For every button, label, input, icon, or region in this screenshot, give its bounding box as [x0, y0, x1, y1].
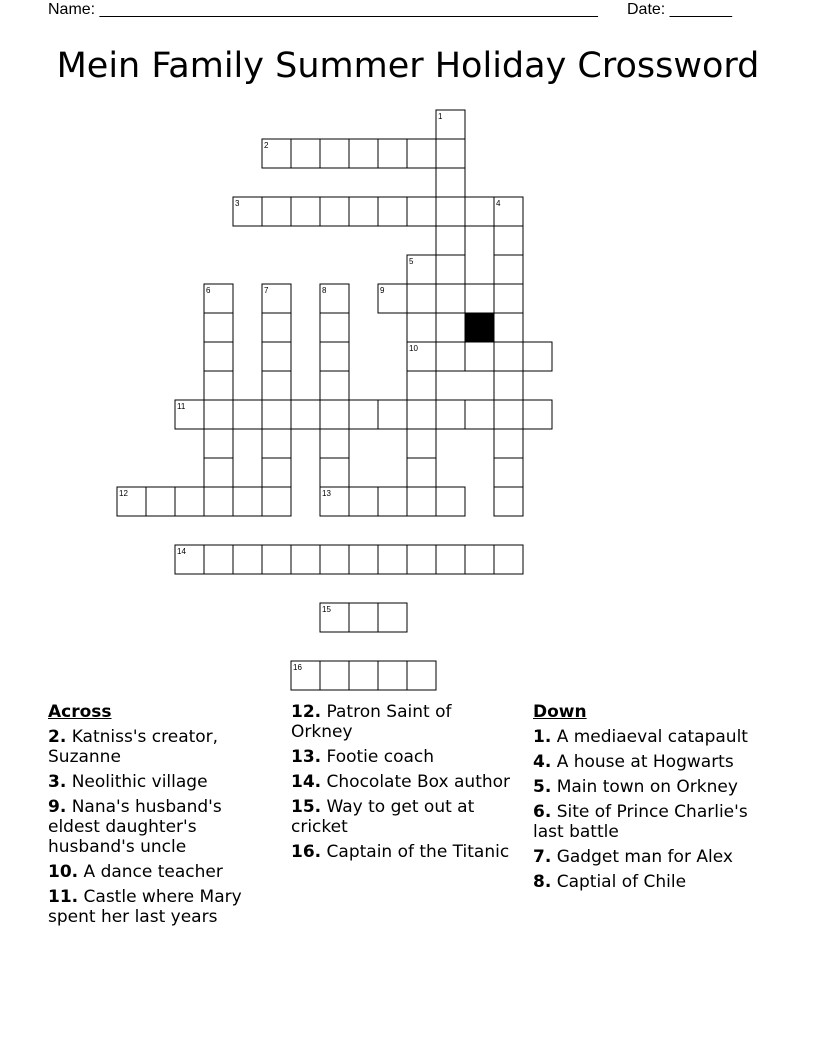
- clue-across-15: [291, 797, 516, 837]
- clue-text: Site of Prince Charlie's last battle: [533, 802, 748, 842]
- cell-number: 8: [322, 286, 327, 295]
- grid-cell[interactable]: [204, 342, 233, 371]
- clue-across-16: [291, 842, 516, 862]
- grid-cell[interactable]: [523, 400, 552, 429]
- grid-cell[interactable]: [378, 197, 407, 226]
- across-clues-column-continued: [291, 702, 516, 867]
- grid-cell[interactable]: [349, 400, 378, 429]
- clue-number: 9.: [48, 797, 67, 817]
- cell-number: 7: [264, 286, 269, 295]
- page-title: Mein Family Summer Holiday Crossword: [56, 46, 760, 86]
- grid-cell[interactable]: [320, 371, 349, 400]
- grid-cell[interactable]: [378, 400, 407, 429]
- grid-cell[interactable]: [523, 342, 552, 371]
- clue-text: Castle where Mary spent her last years: [48, 887, 242, 927]
- clue-number: 11.: [48, 887, 79, 907]
- grid-cell[interactable]: [349, 603, 378, 632]
- grid-cell[interactable]: [320, 458, 349, 487]
- cell-number: 9: [380, 286, 385, 295]
- grid-cell[interactable]: [436, 197, 465, 226]
- grid-cell[interactable]: [407, 661, 436, 690]
- grid-cell[interactable]: [204, 458, 233, 487]
- clue-text: Main town on Orkney: [556, 777, 738, 797]
- grid-cell[interactable]: [436, 226, 465, 255]
- grid-cell[interactable]: [378, 545, 407, 574]
- cell-number: 11: [177, 402, 186, 411]
- grid-cell[interactable]: [349, 197, 378, 226]
- clue-number: 1.: [533, 727, 552, 747]
- clue-number: 7.: [533, 847, 552, 867]
- grid-cell[interactable]: [320, 429, 349, 458]
- clue-across-11: [48, 887, 273, 927]
- grid-cell[interactable]: [436, 487, 465, 516]
- grid-cell[interactable]: [349, 487, 378, 516]
- clue-number: 16.: [291, 842, 322, 862]
- grid-cell[interactable]: [262, 371, 291, 400]
- grid-cell[interactable]: [349, 545, 378, 574]
- grid-cell[interactable]: [204, 400, 233, 429]
- grid-cell[interactable]: [378, 603, 407, 632]
- clue-across-10: [48, 862, 273, 882]
- grid-cell[interactable]: [204, 545, 233, 574]
- grid-cell[interactable]: [407, 429, 436, 458]
- cell-number: 13: [322, 489, 331, 498]
- clue-number: 10.: [48, 862, 79, 882]
- grid-cell[interactable]: [378, 487, 407, 516]
- clue-number: 12.: [291, 702, 322, 722]
- clue-number: 14.: [291, 772, 322, 792]
- clue-number: 4.: [533, 752, 552, 772]
- clue-number: 6.: [533, 802, 552, 822]
- down-heading: Down: [533, 702, 587, 722]
- cell-number: 5: [409, 257, 414, 266]
- name-field: Name: ________________________________________________________: [48, 1, 598, 18]
- cell-number: 15: [322, 605, 331, 614]
- grid-cell[interactable]: [494, 284, 523, 313]
- grid-cell[interactable]: [291, 545, 320, 574]
- grid-cell[interactable]: [407, 197, 436, 226]
- grid-cell[interactable]: [378, 661, 407, 690]
- cell-number: 4: [496, 199, 501, 208]
- clue-down-7: [533, 847, 773, 867]
- grid-cell[interactable]: [494, 226, 523, 255]
- grid-cell[interactable]: [262, 197, 291, 226]
- grid-cell[interactable]: [436, 313, 465, 342]
- grid-cell-blocked: [465, 313, 494, 342]
- clue-number: 8.: [533, 872, 552, 892]
- grid-cell[interactable]: [175, 487, 204, 516]
- grid-cell[interactable]: [291, 197, 320, 226]
- grid-cell[interactable]: [320, 545, 349, 574]
- clue-number: 2.: [48, 727, 67, 747]
- clue-across-9: [48, 797, 273, 857]
- grid-cell[interactable]: [436, 342, 465, 371]
- grid-cell[interactable]: [320, 139, 349, 168]
- grid-cell[interactable]: [349, 661, 378, 690]
- clue-text: Patron Saint of Orkney: [291, 702, 452, 742]
- across-clues-column: [48, 702, 273, 932]
- grid-cell[interactable]: [494, 487, 523, 516]
- grid-cell[interactable]: [407, 400, 436, 429]
- clue-down-8: [533, 872, 773, 892]
- grid-cell[interactable]: [494, 255, 523, 284]
- grid-cell[interactable]: [407, 284, 436, 313]
- clue-down-6: [533, 802, 773, 842]
- grid-cell[interactable]: [436, 400, 465, 429]
- grid-cell[interactable]: [436, 545, 465, 574]
- grid-cell[interactable]: [494, 371, 523, 400]
- grid-cell[interactable]: [465, 545, 494, 574]
- grid-cell[interactable]: [465, 197, 494, 226]
- grid-cell[interactable]: [494, 545, 523, 574]
- cell-number: 14: [177, 547, 186, 556]
- grid-cell[interactable]: [204, 487, 233, 516]
- grid-cell[interactable]: [349, 139, 378, 168]
- clue-across-12: [291, 702, 516, 742]
- grid-cell[interactable]: [262, 400, 291, 429]
- grid-cell[interactable]: [436, 139, 465, 168]
- grid-cell[interactable]: [320, 313, 349, 342]
- grid-cell[interactable]: [494, 313, 523, 342]
- grid-cell[interactable]: [262, 458, 291, 487]
- clue-text: Neolithic village: [71, 772, 208, 792]
- grid-cell[interactable]: [436, 284, 465, 313]
- grid-cell[interactable]: [494, 458, 523, 487]
- grid-cell[interactable]: [320, 342, 349, 371]
- grid-cell[interactable]: [494, 342, 523, 371]
- clue-across-2: [48, 727, 273, 767]
- clue-text: Way to get out at cricket: [291, 797, 475, 837]
- across-heading: Across: [48, 702, 112, 722]
- grid-cell[interactable]: [320, 400, 349, 429]
- clue-number: 3.: [48, 772, 67, 792]
- grid-cell[interactable]: [320, 197, 349, 226]
- grid-cell[interactable]: [262, 342, 291, 371]
- date-field: Date: _______: [627, 1, 732, 18]
- grid-cell[interactable]: [378, 139, 407, 168]
- down-clues-column: [533, 702, 773, 897]
- cell-number: 12: [119, 489, 128, 498]
- grid-cell[interactable]: [494, 429, 523, 458]
- grid-cell[interactable]: [436, 168, 465, 197]
- clue-across-13: [291, 747, 516, 767]
- cell-number: 3: [235, 199, 240, 208]
- clue-text: A house at Hogwarts: [556, 752, 734, 772]
- grid-cell[interactable]: [407, 139, 436, 168]
- grid-cell[interactable]: [291, 400, 320, 429]
- clue-across-14: [291, 772, 516, 792]
- grid-cell[interactable]: [233, 487, 262, 516]
- cell-number: 10: [409, 344, 418, 353]
- clue-text: Nana's husband's eldest daughter's husband's uncle: [48, 797, 222, 857]
- grid-cell[interactable]: [204, 429, 233, 458]
- clue-number: 5.: [533, 777, 552, 797]
- grid-cell[interactable]: [262, 313, 291, 342]
- grid-cell[interactable]: [407, 313, 436, 342]
- clue-text: Katniss's creator, Suzanne: [48, 727, 219, 767]
- grid-cell[interactable]: [291, 139, 320, 168]
- clue-text: A mediaeval catapault: [556, 727, 748, 747]
- clue-text: Gadget man for Alex: [556, 847, 733, 867]
- grid-cell[interactable]: [204, 313, 233, 342]
- grid-cell[interactable]: [436, 255, 465, 284]
- grid-cell[interactable]: [262, 429, 291, 458]
- cell-number: 2: [264, 141, 269, 150]
- grid-cell[interactable]: [146, 487, 175, 516]
- cell-number: 6: [206, 286, 211, 295]
- clue-text: Chocolate Box author: [326, 772, 511, 792]
- grid-cell[interactable]: [407, 487, 436, 516]
- grid-cell[interactable]: [494, 400, 523, 429]
- clue-text: Footie coach: [326, 747, 435, 767]
- clue-across-3: [48, 772, 273, 792]
- grid-cell[interactable]: [233, 545, 262, 574]
- grid-cell[interactable]: [465, 284, 494, 313]
- grid-cell[interactable]: [465, 400, 494, 429]
- clue-down-4: [533, 752, 773, 772]
- clue-down-5: [533, 777, 773, 797]
- grid-cell[interactable]: [407, 545, 436, 574]
- clue-down-1: [533, 727, 773, 747]
- clue-number: 15.: [291, 797, 322, 817]
- grid-cell[interactable]: [262, 487, 291, 516]
- clue-number: 13.: [291, 747, 322, 767]
- grid-cell[interactable]: [407, 458, 436, 487]
- clue-text: Captain of the Titanic: [326, 842, 510, 862]
- grid-cell[interactable]: [233, 400, 262, 429]
- clue-text: A dance teacher: [83, 862, 223, 882]
- grid-cell[interactable]: [320, 661, 349, 690]
- clue-text: Captial of Chile: [556, 872, 687, 892]
- grid-cell[interactable]: [465, 342, 494, 371]
- cell-number: 16: [293, 663, 302, 672]
- grid-cell[interactable]: [204, 371, 233, 400]
- grid-cell[interactable]: [407, 371, 436, 400]
- grid-cell[interactable]: [262, 545, 291, 574]
- cell-number: 1: [438, 112, 443, 121]
